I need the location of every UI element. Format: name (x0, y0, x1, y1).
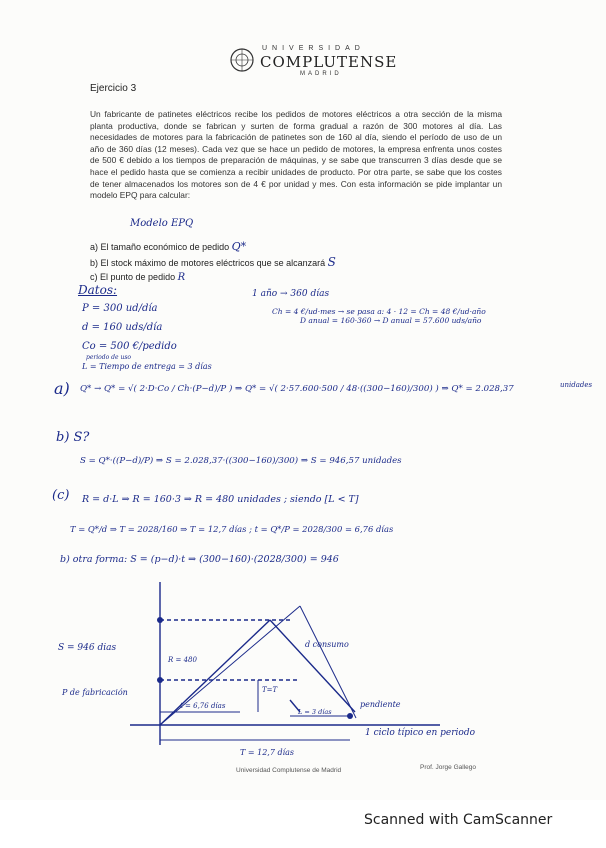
answer-a-units: unidades (560, 381, 593, 389)
graph-consumo-label: d consumo (305, 640, 349, 649)
graph-r-label: R = 480 (168, 656, 197, 664)
question-a-text: El tamaño económico de pedido (100, 242, 230, 252)
question-c-label: c) (90, 272, 98, 282)
exercise-title: Ejercicio 3 (90, 83, 137, 94)
graph-l-label: L = 3 días (298, 708, 332, 716)
university-small: UNIVERSIDAD (262, 45, 365, 52)
question-b-text: El stock máximo de motores eléctricos que se alcanzará (100, 258, 326, 268)
datos-ch: Ch = 4 €/ud·mes → se pasa a: 4 · 12 = Ch = 48 €/ud·año (272, 307, 486, 316)
graph-p-label: P de fabricación (62, 688, 128, 697)
graph-smax-point (157, 617, 163, 623)
camscanner-watermark: Scanned with CamScanner (364, 812, 553, 828)
question-a-hand: Q* (231, 240, 247, 253)
graph-s-label: S = 946 dias (58, 643, 117, 653)
answer-b-label: b) S? (56, 430, 90, 445)
exercise-statement: Un fabricante de patinetes eléctricos recibe los pedidos de motores eléctricos a otra sección de la misma planta productiva, donde se fabrican y surten de forma gradual a razón de 300 motores al día. Las necesidades de motores para la fabricación de patinetes son de 160 al día, siendo el período de uso de un año de 360 días (12 meses). Cada vez que se hace un pedido de motores, la empresa enfrenta unos costes de 500 € debido a los tiempos de preparación de máquinas, y se sabe que transcurren 3 días desde que se hace el pedido hasta que se comienza a recibir unidades de producto. Por otra parte, se sabe que los costes de tener almacenados los motores son de 4 € por unidad y mes. Con esta información se pide implantar un modelo EPQ para calcular: (90, 109, 502, 201)
graph-ciclo-label: 1 ciclo típico en periodo (365, 728, 476, 738)
answer-a-label: a) (54, 379, 70, 398)
footer-left: Universidad Complutense de Madrid (236, 767, 342, 774)
answer-b-formula: S = Q*·((P−d)/P) ⇒ S = 2.028,37·((300−160)/300) ⇒ S = 946,57 unidades (80, 456, 402, 466)
datos-co: Co = 500 €/pedido (82, 341, 177, 352)
question-a-label: a) (90, 242, 99, 252)
graph-consumption-line (270, 620, 355, 712)
answer-t-formula: T = Q*/d ⇒ T = 2028/160 ⇒ T = 12,7 días ; t = Q*/P = 2028/300 = 6,76 días (70, 524, 394, 534)
graph-T-label: T = 12,7 días (240, 748, 295, 757)
question-b-hand: S (327, 255, 336, 269)
footer-right: Prof. Jorge Gallego (420, 764, 477, 771)
question-c-text: El punto de pedido (100, 272, 176, 282)
answer-a-formula: Q* → Q* = √( 2·D·Co / Ch·(P−d)/P ) ⇒ Q* = √( 2·57.600·500 / 48·((300−160)/300) ) ⇒ Q* = 2.028,37 (80, 384, 514, 394)
question-c-hand: R (177, 272, 186, 283)
datos-d: d = 160 uds/día (82, 322, 163, 333)
datos-year: 1 año → 360 días (252, 289, 330, 299)
university-name: COMPLUTENSE (260, 53, 398, 71)
answer-c-label: (c) (52, 488, 70, 503)
university-city: MADRID (300, 71, 342, 77)
statement-note: Modelo EPQ (130, 218, 194, 229)
question-b-label: b) (90, 258, 99, 268)
graph-pendiente-label: pendiente (360, 700, 401, 709)
answer-otra-forma: b) otra forma: S = (p−d)·t ⇒ (300−160)·(2028/300) = 946 (60, 554, 339, 565)
datos-p: P = 300 ud/día (82, 303, 158, 314)
graph-tt-label: T=T (262, 686, 278, 694)
datos-danual: D anual = 160·360 → D anual = 57.600 uds/año (300, 316, 482, 325)
answer-c-formula: R = d·L ⇒ R = 160·3 ⇒ R = 480 unidades ; siendo [L < T] (82, 494, 359, 505)
datos-periodo-note: periodo de uso (86, 354, 132, 361)
graph-t-label: t = 6,76 días (180, 702, 226, 710)
graph-r-point (157, 677, 163, 683)
graph-end-point (347, 713, 353, 719)
datos-l: L = Tiempo de entrega = 3 días (82, 362, 212, 371)
datos-heading: Datos: (78, 283, 118, 297)
